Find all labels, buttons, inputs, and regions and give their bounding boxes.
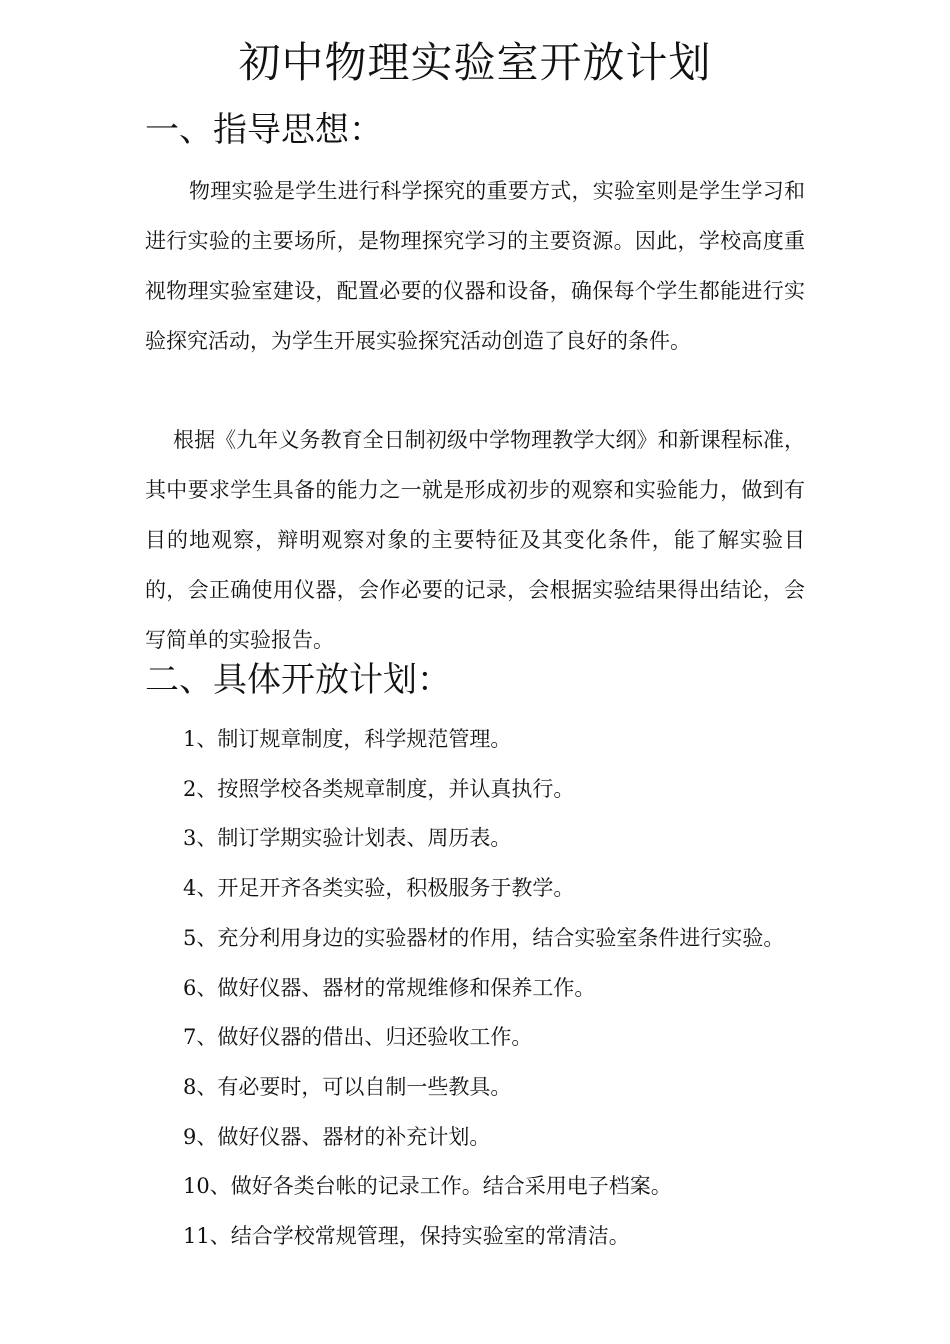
list-item: 8、有必要时，可以自制一些教具。 [183, 1074, 512, 1099]
list-item: 11、结合学校常规管理，保持实验室的常清洁。 [183, 1224, 630, 1249]
paragraph-curriculum-basis: 根据《九年义务教育全日制初级中学物理教学大纲》和新课程标准，其中要求学生具备的能力之一就是形成初步的观察和实验能力，做到有目的地观察，辩明观察对象的主要特征及其变化条件，能了解实验目的，会正确使用仪器，会作必要的记录，会根据实验结果得出结论，会写简单的实验报告。 [145, 428, 805, 652]
list-item: 5、充分利用身边的实验器材的作用，结合实验室条件进行实验。 [183, 925, 785, 950]
section-heading-guiding-ideology: 一、指导思想： [145, 110, 383, 150]
paragraph-lab-importance: 物理实验是学生进行科学探究的重要方式，实验室则是学生学习和进行实验的主要场所，是物理探究学习的主要资源。因此，学校高度重视物理实验室建设，配置必要的仪器和设备，确保每个学生都能进行实验探究活动，为学生开展实验探究活动创造了良好的条件。 [145, 179, 805, 353]
document-title: 初中物理实验室开放计划 [238, 38, 712, 87]
list-item: 10、做好各类台帐的记录工作。结合采用电子档案。 [183, 1174, 672, 1199]
list-item: 6、做好仪器、器材的常规维修和保养工作。 [183, 975, 596, 1000]
list-item: 2、按照学校各类规章制度，并认真执行。 [183, 776, 575, 801]
list-item: 1、制订规章制度，科学规范管理。 [183, 727, 512, 751]
list-item: 4、开足开齐各类实验，积极服务于教学。 [183, 876, 575, 901]
list-item: 3、制订学期实验计划表、周历表。 [183, 826, 512, 851]
list-item: 7、做好仪器的借出、归还验收工作。 [183, 1025, 533, 1050]
section-heading-open-plan: 二、具体开放计划： [145, 660, 451, 700]
open-plan-list [183, 715, 784, 1262]
list-item: 9、做好仪器、器材的补充计划。 [183, 1124, 491, 1149]
